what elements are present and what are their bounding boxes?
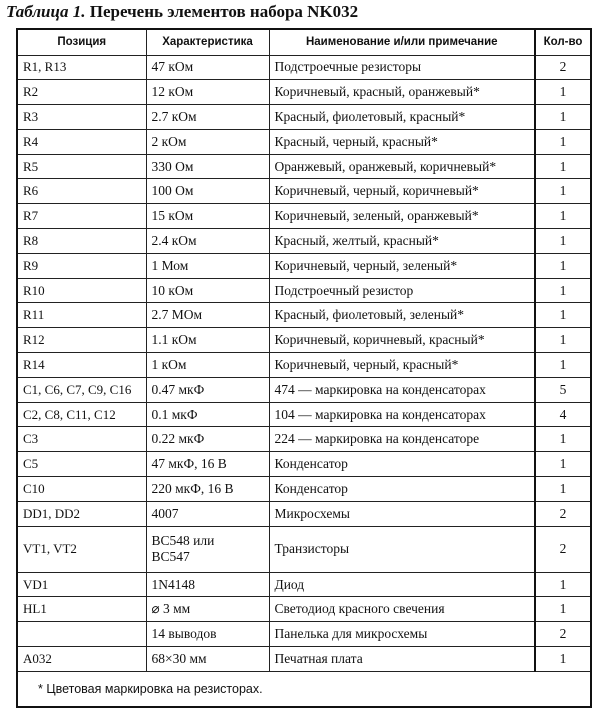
cell-name: Красный, желтый, красный* — [269, 229, 535, 254]
table-row — [18, 55, 590, 80]
table-row — [18, 597, 590, 622]
header-characteristic: Характеристика — [146, 30, 269, 55]
cell-qty: 1 — [535, 427, 590, 452]
table-row — [18, 647, 590, 672]
table-row — [18, 377, 590, 402]
cell-characteristic: 47 кОм — [146, 55, 269, 80]
cell-characteristic: 0.22 мкФ — [146, 427, 269, 452]
cell-characteristic: 0.1 мкФ — [146, 402, 269, 427]
cell-position: C3 — [18, 427, 146, 452]
cell-qty: 1 — [535, 328, 590, 353]
cell-name: Коричневый, красный, оранжевый* — [269, 80, 535, 105]
cell-name: Панелька для микросхемы — [269, 622, 535, 647]
cell-position: R3 — [18, 105, 146, 130]
cell-name: Подстроечные резисторы — [269, 55, 535, 80]
cell-position: C2, C8, C11, C12 — [18, 402, 146, 427]
footnote: * Цветовая маркировка на резисторах. — [38, 682, 263, 696]
characteristic-line: BC547 — [151, 549, 190, 565]
table-frame — [16, 28, 592, 708]
cell-name: Транзисторы — [269, 526, 535, 572]
table-row — [18, 526, 590, 572]
cell-position: R1, R13 — [18, 55, 146, 80]
cell-qty: 1 — [535, 154, 590, 179]
cell-name: Светодиод красного свечения — [269, 597, 535, 622]
cell-name: 104 — маркировка на конденсаторах — [269, 402, 535, 427]
table-row — [18, 572, 590, 597]
cell-characteristic: 15 кОм — [146, 204, 269, 229]
cell-qty: 5 — [535, 377, 590, 402]
table-title — [6, 2, 358, 22]
cell-characteristic: 2 кОм — [146, 129, 269, 154]
table-label: Таблица 1. — [6, 2, 86, 21]
cell-characteristic: 1N4148 — [146, 572, 269, 597]
cell-name: Красный, фиолетовый, красный* — [269, 105, 535, 130]
table-caption: Перечень элементов набора NK032 — [89, 2, 359, 21]
cell-characteristic: 330 Ом — [146, 154, 269, 179]
table-row — [18, 253, 590, 278]
cell-qty: 1 — [535, 597, 590, 622]
cell-qty: 1 — [535, 353, 590, 378]
table-row — [18, 278, 590, 303]
cell-qty: 1 — [535, 572, 590, 597]
header-position: Позиция — [18, 30, 146, 55]
cell-name: 224 — маркировка на конденсаторе — [269, 427, 535, 452]
cell-position: VT1, VT2 — [18, 526, 146, 572]
cell-position: R4 — [18, 129, 146, 154]
table-row — [18, 204, 590, 229]
header-name: Наименование и/или примечание — [269, 30, 535, 55]
table-row — [18, 427, 590, 452]
cell-characteristic: 10 кОм — [146, 278, 269, 303]
cell-name: Диод — [269, 572, 535, 597]
table-row — [18, 452, 590, 477]
cell-position: A032 — [18, 647, 146, 672]
cell-name: Подстроечный резистор — [269, 278, 535, 303]
header-row — [18, 30, 590, 55]
cell-characteristic — [146, 526, 269, 572]
cell-characteristic: 1 кОм — [146, 353, 269, 378]
cell-position: C1, C6, C7, C9, C16 — [18, 377, 146, 402]
cell-qty: 1 — [535, 647, 590, 672]
characteristic-line: BC548 или — [151, 533, 215, 549]
cell-position: R12 — [18, 328, 146, 353]
cell-position: R11 — [18, 303, 146, 328]
cell-position: R10 — [18, 278, 146, 303]
cell-name: Коричневый, черный, зеленый* — [269, 253, 535, 278]
cell-qty: 1 — [535, 179, 590, 204]
cell-characteristic: 47 мкФ, 16 В — [146, 452, 269, 477]
table-row — [18, 402, 590, 427]
cell-position: R8 — [18, 229, 146, 254]
table-row — [18, 154, 590, 179]
cell-position: R9 — [18, 253, 146, 278]
components-table — [18, 30, 590, 672]
cell-qty: 2 — [535, 622, 590, 647]
cell-name: Конденсатор — [269, 477, 535, 502]
cell-characteristic: 0.47 мкФ — [146, 377, 269, 402]
cell-characteristic: ⌀ 3 мм — [146, 597, 269, 622]
cell-qty: 1 — [535, 229, 590, 254]
cell-characteristic: 1 Мом — [146, 253, 269, 278]
cell-qty: 1 — [535, 129, 590, 154]
cell-name: Конденсатор — [269, 452, 535, 477]
table-row — [18, 501, 590, 526]
cell-characteristic: 68×30 мм — [146, 647, 269, 672]
cell-qty: 1 — [535, 80, 590, 105]
cell-characteristic: 14 выводов — [146, 622, 269, 647]
cell-characteristic: 2.4 кОм — [146, 229, 269, 254]
cell-name: 474 — маркировка на конденсаторах — [269, 377, 535, 402]
cell-qty: 1 — [535, 452, 590, 477]
cell-qty: 2 — [535, 55, 590, 80]
cell-name: Оранжевый, оранжевый, коричневый* — [269, 154, 535, 179]
cell-position: R14 — [18, 353, 146, 378]
cell-name: Коричневый, черный, красный* — [269, 353, 535, 378]
cell-qty: 2 — [535, 501, 590, 526]
cell-qty: 4 — [535, 402, 590, 427]
cell-characteristic: 12 кОм — [146, 80, 269, 105]
cell-qty: 1 — [535, 204, 590, 229]
cell-qty: 1 — [535, 477, 590, 502]
cell-name: Коричневый, зеленый, оранжевый* — [269, 204, 535, 229]
cell-qty: 1 — [535, 253, 590, 278]
table-row — [18, 477, 590, 502]
table-row — [18, 105, 590, 130]
cell-position: DD1, DD2 — [18, 501, 146, 526]
cell-qty: 1 — [535, 105, 590, 130]
table-row — [18, 129, 590, 154]
cell-characteristic: 2.7 МОм — [146, 303, 269, 328]
cell-characteristic: 100 Ом — [146, 179, 269, 204]
cell-name: Коричневый, черный, коричневый* — [269, 179, 535, 204]
cell-position — [18, 622, 146, 647]
cell-qty: 2 — [535, 526, 590, 572]
cell-characteristic: 2.7 кОм — [146, 105, 269, 130]
table-row — [18, 353, 590, 378]
cell-position: R7 — [18, 204, 146, 229]
table-row — [18, 179, 590, 204]
cell-position: R5 — [18, 154, 146, 179]
cell-name: Печатная плата — [269, 647, 535, 672]
cell-position: R6 — [18, 179, 146, 204]
table-row — [18, 303, 590, 328]
cell-position: C5 — [18, 452, 146, 477]
cell-position: C10 — [18, 477, 146, 502]
table-row — [18, 229, 590, 254]
cell-characteristic: 1.1 кОм — [146, 328, 269, 353]
cell-name: Микросхемы — [269, 501, 535, 526]
header-qty: Кол-во — [535, 30, 590, 55]
cell-characteristic: 220 мкФ, 16 В — [146, 477, 269, 502]
cell-name: Коричневый, коричневый, красный* — [269, 328, 535, 353]
table-row — [18, 622, 590, 647]
cell-name: Красный, фиолетовый, зеленый* — [269, 303, 535, 328]
cell-position: VD1 — [18, 572, 146, 597]
table-row — [18, 80, 590, 105]
cell-qty: 1 — [535, 303, 590, 328]
table-row — [18, 328, 590, 353]
cell-position: HL1 — [18, 597, 146, 622]
cell-position: R2 — [18, 80, 146, 105]
cell-qty: 1 — [535, 278, 590, 303]
cell-name: Красный, черный, красный* — [269, 129, 535, 154]
cell-characteristic: 4007 — [146, 501, 269, 526]
